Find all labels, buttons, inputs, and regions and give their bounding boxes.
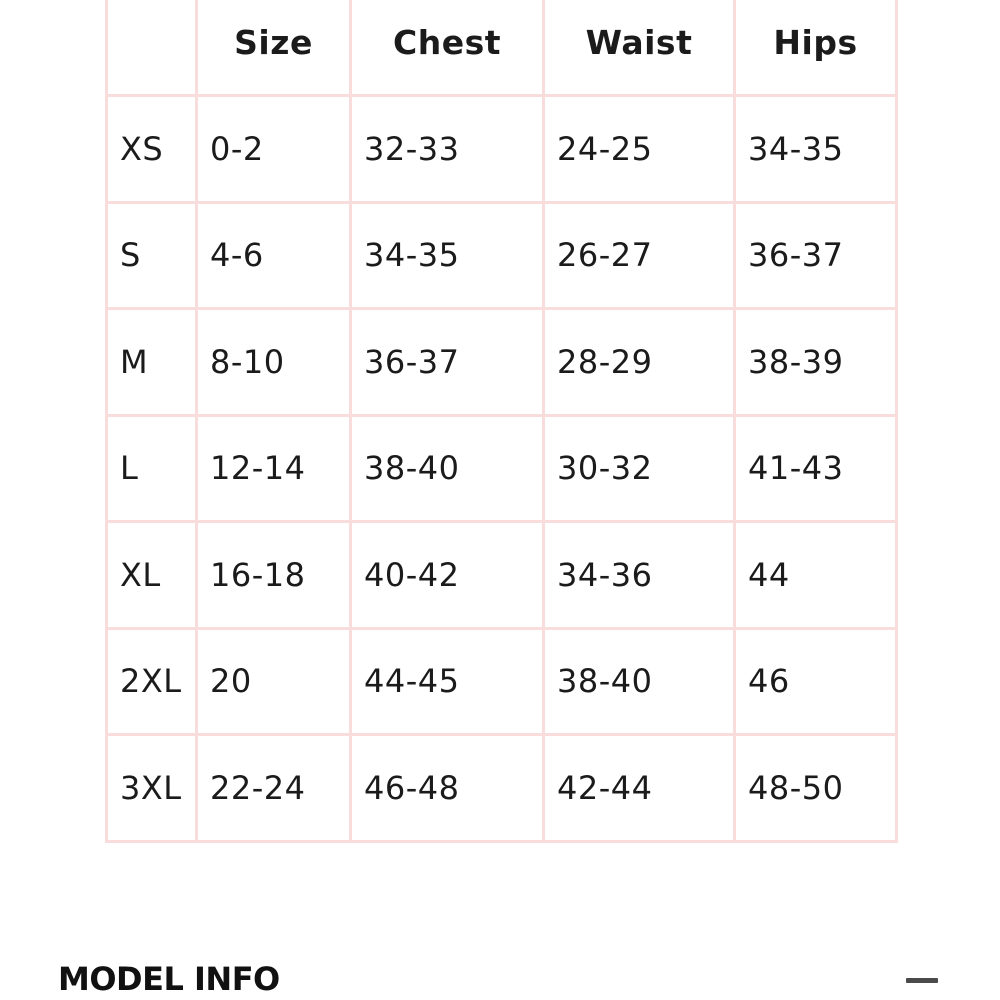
chest-cell: 36-37	[351, 309, 544, 416]
hips-cell: 41-43	[735, 415, 897, 522]
waist-cell: 26-27	[544, 202, 735, 309]
chest-cell: 40-42	[351, 522, 544, 629]
size-cell: 4-6	[197, 202, 351, 309]
table-row	[107, 628, 897, 735]
hips-cell: 34-35	[735, 96, 897, 203]
header-label-cell	[107, 0, 197, 96]
waist-cell: 30-32	[544, 415, 735, 522]
minus-icon	[906, 978, 938, 983]
size-label: M	[107, 309, 197, 416]
chest-cell: 34-35	[351, 202, 544, 309]
chest-cell: 44-45	[351, 628, 544, 735]
size-cell: 22-24	[197, 735, 351, 842]
waist-cell: 42-44	[544, 735, 735, 842]
header-hips: Hips	[735, 0, 897, 96]
size-label: S	[107, 202, 197, 309]
table-row	[107, 735, 897, 842]
size-label: L	[107, 415, 197, 522]
table-row	[107, 309, 897, 416]
header-chest: Chest	[351, 0, 544, 96]
size-cell: 12-14	[197, 415, 351, 522]
hips-cell: 36-37	[735, 202, 897, 309]
header-waist: Waist	[544, 0, 735, 96]
size-cell: 8-10	[197, 309, 351, 416]
size-cell: 20	[197, 628, 351, 735]
size-cell: 0-2	[197, 96, 351, 203]
model-info-section[interactable]	[58, 960, 1000, 1000]
size-label: XS	[107, 96, 197, 203]
waist-cell: 34-36	[544, 522, 735, 629]
table-row	[107, 96, 897, 203]
hips-cell: 46	[735, 628, 897, 735]
hips-cell: 44	[735, 522, 897, 629]
chest-cell: 46-48	[351, 735, 544, 842]
table-row	[107, 522, 897, 629]
model-info-title: MODEL INFO	[58, 960, 280, 998]
size-label: 2XL	[107, 628, 197, 735]
collapse-toggle-button[interactable]	[905, 960, 945, 1000]
table-row	[107, 202, 897, 309]
table-header-row	[107, 0, 897, 96]
size-label: 3XL	[107, 735, 197, 842]
chest-cell: 32-33	[351, 96, 544, 203]
size-cell: 16-18	[197, 522, 351, 629]
chest-cell: 38-40	[351, 415, 544, 522]
waist-cell: 38-40	[544, 628, 735, 735]
size-chart-table	[105, 0, 898, 843]
waist-cell: 24-25	[544, 96, 735, 203]
waist-cell: 28-29	[544, 309, 735, 416]
table-row	[107, 415, 897, 522]
size-label: XL	[107, 522, 197, 629]
hips-cell: 48-50	[735, 735, 897, 842]
header-size: Size	[197, 0, 351, 96]
hips-cell: 38-39	[735, 309, 897, 416]
